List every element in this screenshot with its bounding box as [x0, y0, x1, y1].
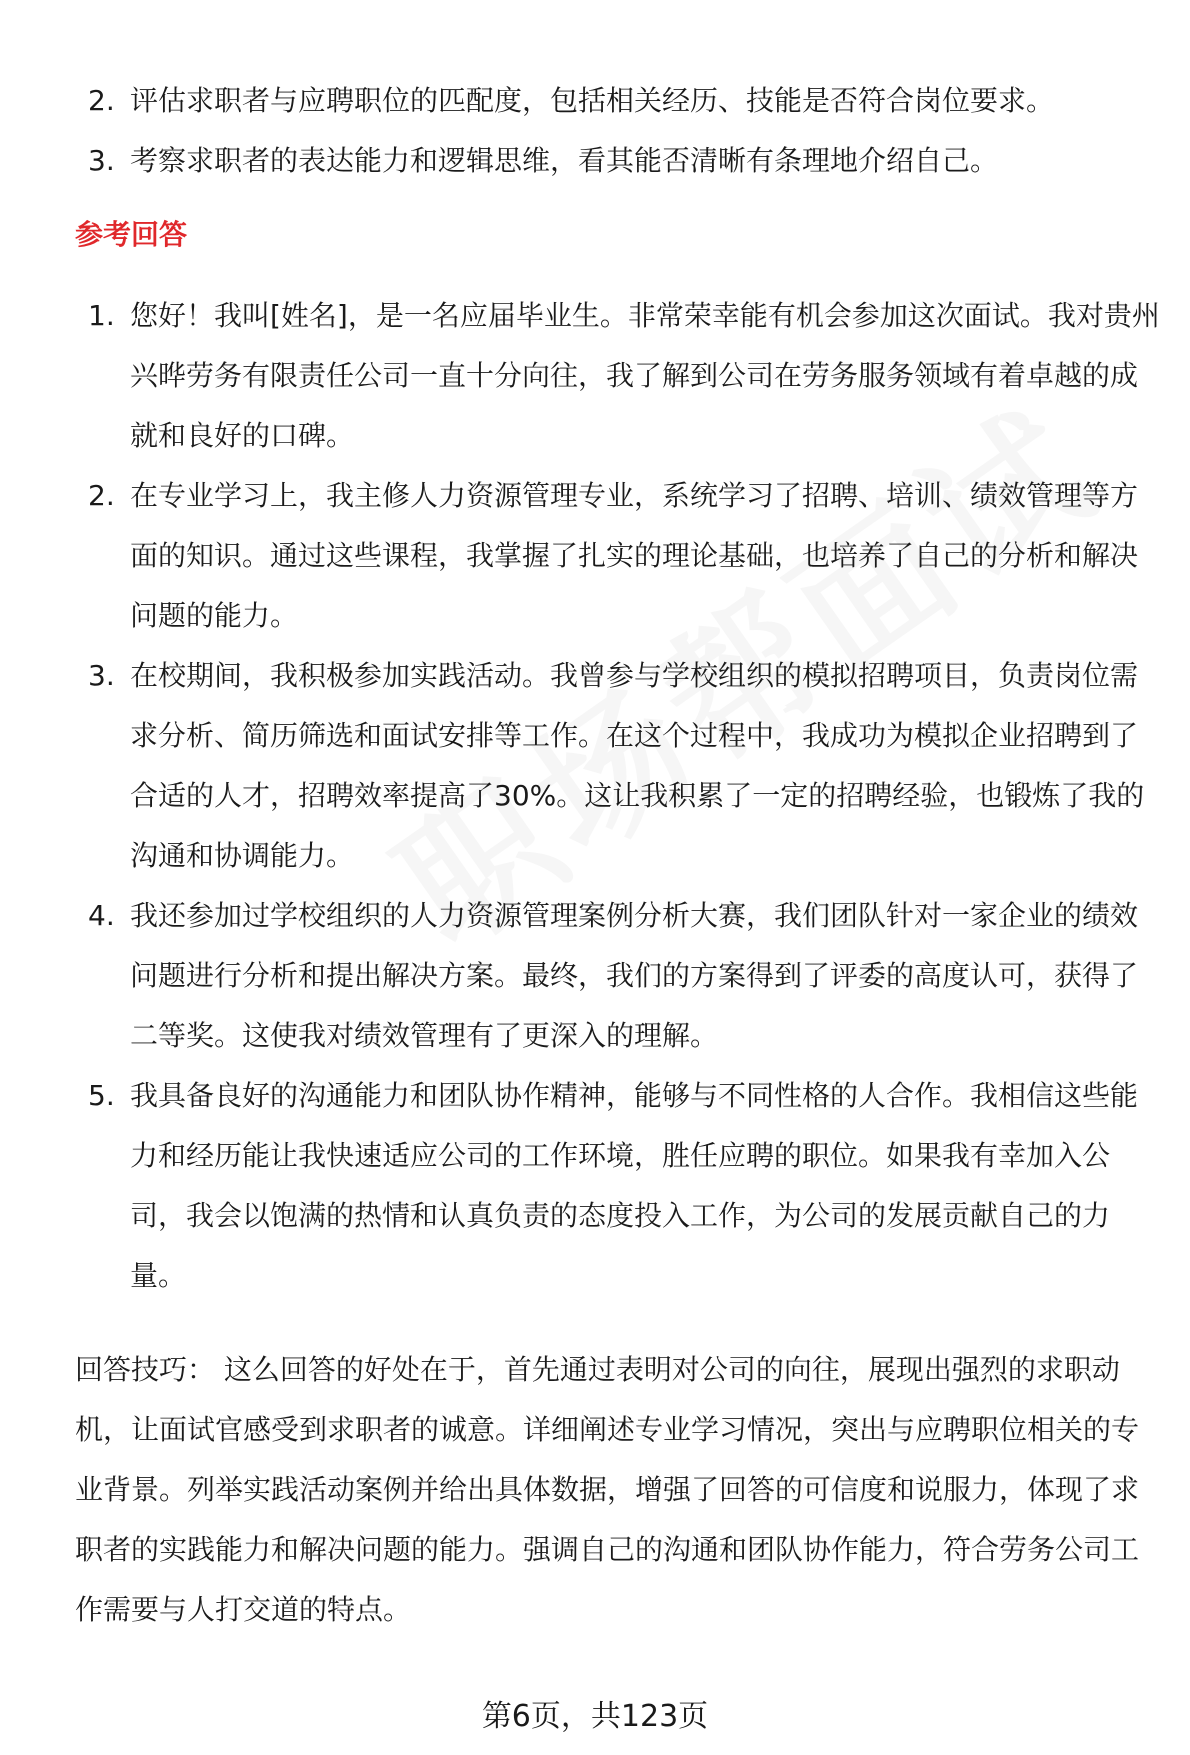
list-text: 您好！我叫[姓名]，是一名应届毕业生。非常荣幸能有机会参加这次面试。我对贵州兴晔劳务有限责任公司一直十分向往，我了解到公司在劳务服务领域有着卓越的成就和良好的口碑。 — [130, 299, 1160, 452]
list-number: 2. — [88, 479, 115, 512]
list-number: 4. — [88, 899, 115, 932]
tips-label: 回答技巧： — [75, 1353, 216, 1386]
list-item — [0, 1066, 1160, 1306]
list-number: 2. — [88, 84, 115, 117]
list-item — [0, 131, 1160, 191]
reference-answer-heading: 参考回答 — [75, 218, 188, 251]
intro-points-list — [0, 71, 1160, 191]
list-text: 考察求职者的表达能力和逻辑思维，看其能否清晰有条理地介绍自己。 — [130, 144, 999, 177]
list-item — [0, 286, 1160, 466]
list-item — [0, 646, 1160, 886]
list-text: 在校期间，我积极参加实践活动。我曾参与学校组织的模拟招聘项目，负责岗位需求分析、简历筛选和面试安排等工作。在这个过程中，我成功为模拟企业招聘到了合适的人才，招聘效率提高了30%。这让我积累了一定的招聘经验，也锻炼了我的沟通和协调能力。 — [130, 659, 1145, 872]
list-item — [0, 71, 1160, 131]
list-text: 我还参加过学校组织的人力资源管理案例分析大赛，我们团队针对一家企业的绩效问题进行分析和提出解决方案。最终，我们的方案得到了评委的高度认可，获得了二等奖。这使我对绩效管理有了更深入的理解。 — [130, 899, 1139, 1052]
tips-text: 这么回答的好处在于，首先通过表明对公司的向往，展现出强烈的求职动机，让面试官感受到求职者的诚意。详细阐述专业学习情况，突出与应聘职位相关的专业背景。列举实践活动案例并给出具体数据，增强了回答的可信度和说服力，体现了求职者的实践能力和解决问题的能力。强调自己的沟通和团队协作能力，符合劳务公司工作需要与人打交道的特点。 — [75, 1353, 1140, 1626]
list-item — [0, 466, 1160, 646]
page-number-footer: 第6页，共123页 — [481, 1699, 709, 1734]
answer-list — [0, 286, 1160, 1306]
list-number: 5. — [88, 1079, 115, 1112]
list-text: 评估求职者与应聘职位的匹配度，包括相关经历、技能是否符合岗位要求。 — [130, 84, 1055, 117]
list-number: 3. — [88, 144, 115, 177]
list-item — [0, 886, 1160, 1066]
list-text: 在专业学习上，我主修人力资源管理专业，系统学习了招聘、培训、绩效管理等方面的知识。通过这些课程，我掌握了扎实的理论基础，也培养了自己的分析和解决问题的能力。 — [130, 479, 1139, 632]
list-text: 我具备良好的沟通能力和团队协作精神，能够与不同性格的人合作。我相信这些能力和经历能让我快速适应公司的工作环境，胜任应聘的职位。如果我有幸加入公司，我会以饱满的热情和认真负责的态度投入工作，为公司的发展贡献自己的力量。 — [130, 1079, 1139, 1292]
list-number: 1. — [88, 299, 115, 332]
answer-tips — [75, 1340, 1165, 1640]
list-number: 3. — [88, 659, 115, 692]
